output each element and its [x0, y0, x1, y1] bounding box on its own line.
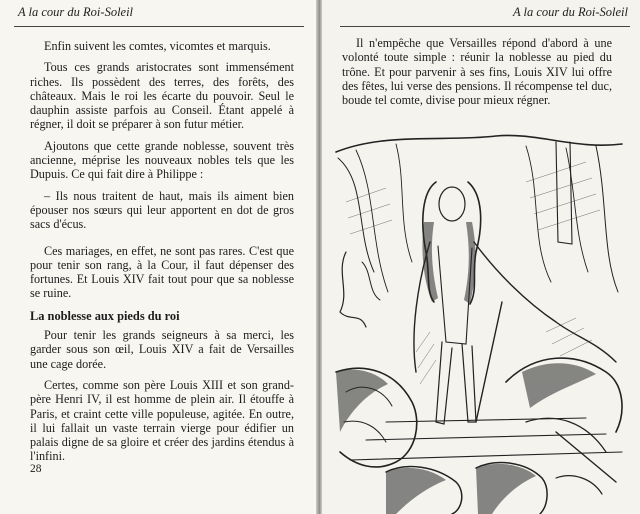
- page-number: 28: [30, 463, 42, 475]
- header-rule-right: [340, 26, 630, 27]
- paragraph: Pour tenir les grands seigneurs à sa merci, les garder sous son œil, Louis XIV a fait de Versailles une cage dorée.: [30, 328, 294, 371]
- section-heading: La noblesse aux pieds du roi: [30, 308, 180, 323]
- dialogue-paragraph: – Ils nous traitent de haut, mais ils aiment bien épouser nos sœurs qui leur apportent en dot de gros sacs d'écus.: [30, 188, 294, 232]
- paragraph: Enfin suivent les comtes, vicomtes et marquis.: [44, 39, 271, 53]
- running-head-left: A la cour du Roi-Soleil: [18, 5, 134, 19]
- right-page: [322, 0, 640, 514]
- paragraph: Il n'empêche que Versailles répond d'abord à une volonté toute simple : réunir la noblesse au pied du trône. Et pour parvenir à ses fins, Louis XIV lui offre des fêtes, lui verse des pensions. Il récompense tel duc, boude tel comte, divise pour mieux régner.: [342, 36, 612, 108]
- illustration-king-and-courtiers: [326, 122, 626, 514]
- paragraph: Ajoutons que cette grande noblesse, souvent très ancienne, méprise les nouveaux nobles tels que les Dupuis. Ce qui fait dire à Philippe :: [30, 138, 294, 182]
- paragraph: Ces mariages, en effet, ne sont pas rares. C'est que pour tenir son rang, à la Cour, il faut dépenser des fortunes. Et Louis XIV fait tout pour que sa noblesse se ruine.: [30, 243, 294, 301]
- right-text-column: [342, 36, 612, 114]
- left-text-column: [30, 39, 294, 471]
- paragraph: Tous ces grands aristocrates sont immensément riches. Ils possèdent des terres, des forêts, des châteaux. Mais le roi les écarte du pouvoir. Seul le dauphin assiste parfois au Conseil. Étant appelé à régner, il doit se préparer à son futur métier.: [30, 60, 294, 132]
- header-rule-left: [14, 26, 304, 27]
- left-page: [0, 0, 318, 514]
- pen-drawing: [326, 122, 626, 514]
- running-head-right: A la cour du Roi-Soleil: [512, 5, 628, 19]
- paragraph: Certes, comme son père Louis XIII et son grand-père Henri IV, il est homme de plein air. Il étouffe à Paris, et craint cette ville populeuse, agitée. En outre, il lui fallait un vaste terrain vierge pour édifier un palais digne de sa gloire et créer des jardins étendus à l'infini.: [30, 377, 294, 464]
